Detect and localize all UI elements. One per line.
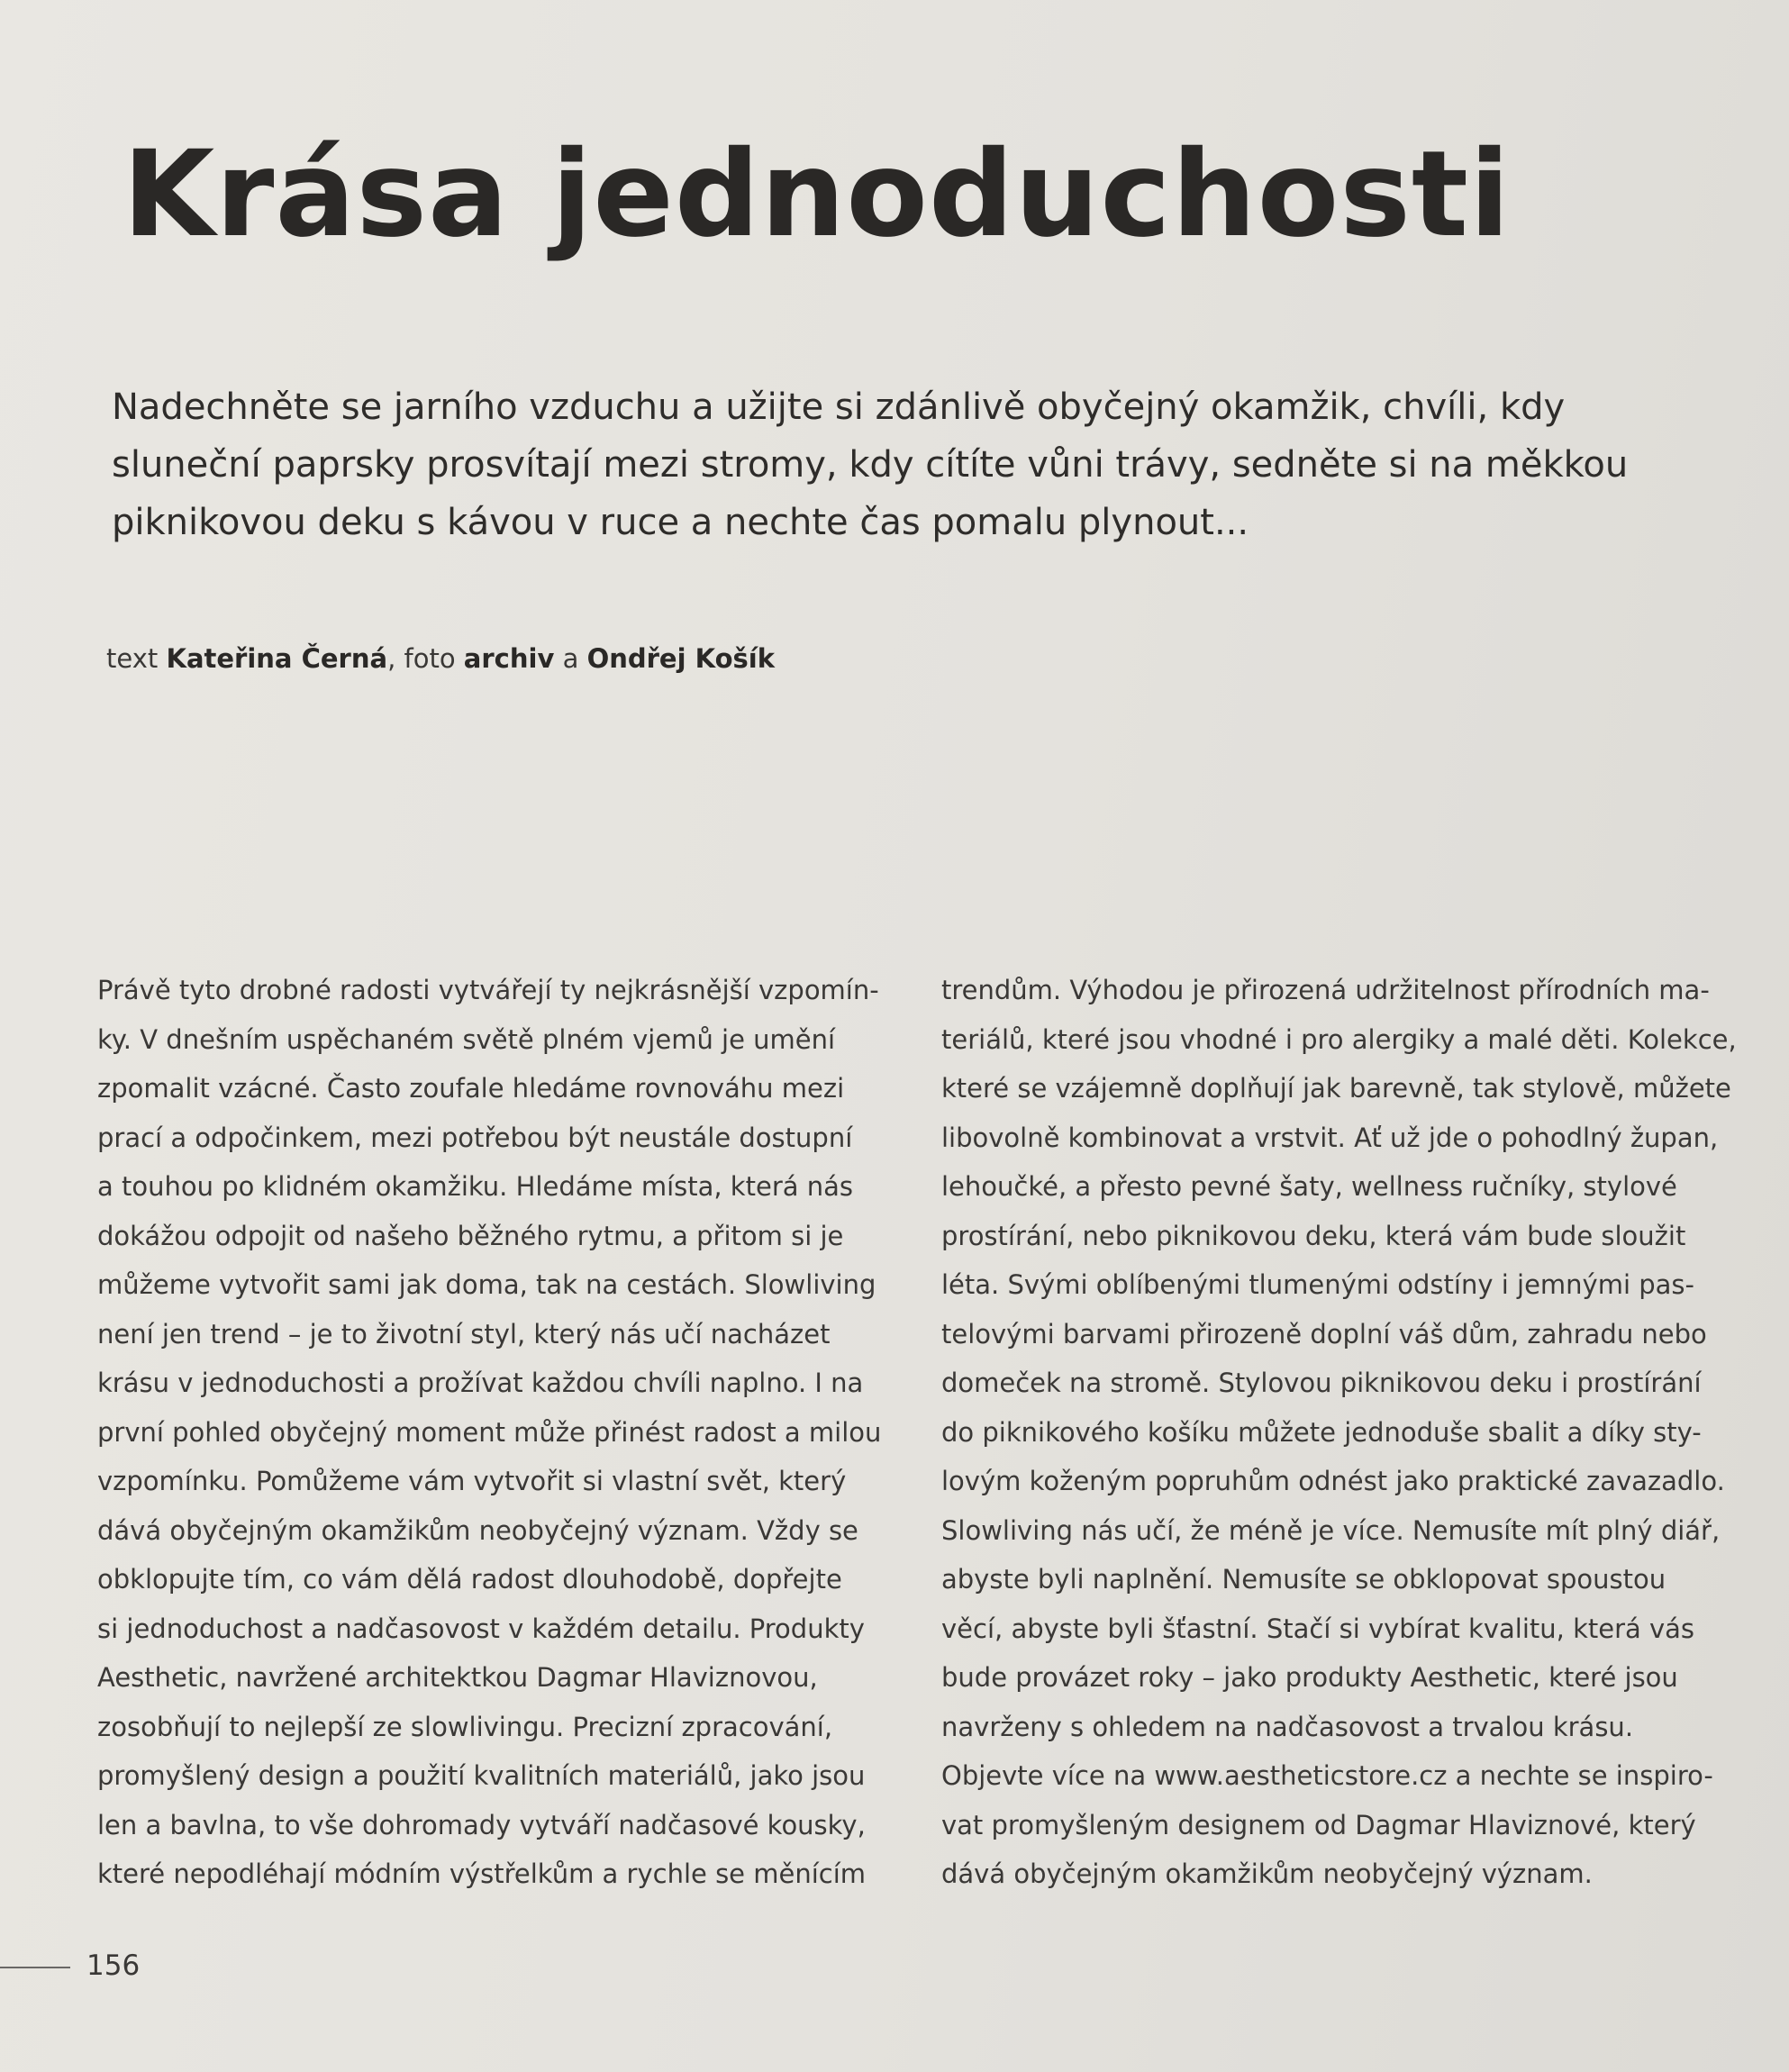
body-line: domeček na stromě. Stylovou piknikovou deku i prostírání [941, 1368, 1702, 1398]
body-line: telovými barvami přirozeně doplní váš dům, zahradu nebo [941, 1318, 1707, 1350]
body-line: promyšlený design a použití kvalitních materiálů, jako jsou [97, 1760, 866, 1791]
article-title: Krása jednoduchosti [123, 125, 1512, 264]
body-line: libovolně kombinovat a vrstvit. Ať už jde o pohodlný župan, [941, 1122, 1719, 1153]
body-line: navrženy s ohledem na nadčasovost a trvalou krásu. [941, 1711, 1634, 1742]
body-line: vzpomínku. Pomůžeme vám vytvořit si vlastní svět, který [97, 1466, 847, 1496]
body-line: ky. V dnešním uspěchaném světě plném vjemů je umění [97, 1023, 836, 1055]
body-line: Slowliving nás učí, že méně je více. Nemusíte mít plný diář, [941, 1514, 1721, 1546]
credits-conjunction: a [562, 643, 579, 674]
credits-text-label: text [106, 643, 159, 674]
folio-rule [0, 1967, 70, 1968]
body-line: prostírání, nebo piknikovou deku, která vám bude sloužit [941, 1220, 1686, 1251]
body-line: není jen trend – je to životní styl, který nás učí nacházet [97, 1318, 831, 1350]
body-line: a touhou po klidném okamžiku. Hledáme místa, která nás [97, 1171, 853, 1202]
body-line: dokážou odpojit od našeho běžného rytmu, a přitom si je [97, 1220, 844, 1251]
body-line: dává obyčejným okamžikům neobyčejný význam. [941, 1858, 1593, 1889]
body-line: první pohled obyčejný moment může přinést radost a milou [97, 1416, 882, 1448]
article-credits [106, 643, 775, 674]
body-line: Právě tyto drobné radosti vytvářejí ty nejkrásnější vzpomín- [97, 975, 879, 1005]
body-line: vat promyšleným designem od Dagmar Hlaviznové, který [941, 1809, 1696, 1840]
body-line: léta. Svými oblíbenými tlumenými odstíny i jemnými pas- [941, 1269, 1694, 1300]
body-line: lovým koženým popruhům odnést jako praktické zavazadlo. [941, 1466, 1725, 1496]
body-line: lehoučké, a přesto pevné šaty, wellness ručníky, stylové [941, 1171, 1677, 1202]
body-line: bude provázet roky – jako produkty Aesthetic, které jsou [941, 1662, 1678, 1693]
body-line: které nepodléhají módním výstřelkům a rychle se měnícím [97, 1858, 867, 1889]
body-line: abyste byli naplnění. Nemusíte se obklopovat spoustou [941, 1564, 1666, 1595]
body-column-right [941, 966, 1737, 1899]
body-line: věcí, abyste byli šťastní. Stačí si vybírat kvalitu, která vás [941, 1613, 1695, 1644]
body-line: si jednoduchost a nadčasovost v každém detailu. Produkty [97, 1613, 865, 1644]
body-line: které se vzájemně doplňují jak barevně, tak stylově, můžete [941, 1073, 1731, 1104]
body-column-left [97, 966, 890, 1899]
body-line: zpomalit vzácné. Často zoufale hledáme rovnováhu mezi [97, 1073, 845, 1104]
body-line: len a bavlna, to vše dohromady vytváří nadčasové kousky, [97, 1809, 866, 1840]
credits-photo-label: , foto [387, 643, 456, 674]
body-line: dává obyčejným okamžikům neobyčejný význam. Vždy se [97, 1514, 858, 1546]
body-line: prací a odpočinkem, mezi potřebou být neustále dostupní [97, 1122, 853, 1153]
body-line: můžeme vytvořit sami jak doma, tak na cestách. Slowliving [97, 1269, 876, 1300]
body-line: Objevte více na www.aestheticstore.cz a nechte se inspiro- [941, 1760, 1713, 1791]
article-lead: Nadechněte se jarního vzduchu a užijte si zdánlivě obyčejný okamžik, chvíli, kdy sluneční paprsky prosvítají mezi stromy, kdy cítíte vůni trávy, sedněte si na měkkou piknikovou deku s kávou v ruce a nechte čas pomalu plynout... [112, 386, 1629, 543]
body-line: do piknikového košíku můžete jednoduše sbalit a díky sty- [941, 1416, 1702, 1448]
credits-photo-source: archiv [463, 643, 555, 674]
body-line: teriálů, které jsou vhodné i pro alergiky a malé děti. Kolekce, [941, 1023, 1737, 1055]
body-line: krásu v jednoduchosti a prožívat každou chvíli naplno. I na [97, 1368, 864, 1398]
body-line: obklopujte tím, co vám dělá radost dlouhodobě, dopřejte [97, 1564, 842, 1595]
body-line: zosobňují to nejlepší ze slowlivingu. Precizní zpracování, [97, 1711, 833, 1742]
credits-author: Kateřina Černá [166, 643, 388, 674]
page-number: 156 [86, 1949, 141, 1982]
body-line: trendům. Výhodou je přirozená udržitelnost přírodních ma- [941, 975, 1710, 1005]
body-line: Aesthetic, navržené architektkou Dagmar Hlaviznovou, [97, 1662, 818, 1693]
credits-photographer: Ondřej Košík [586, 643, 776, 674]
